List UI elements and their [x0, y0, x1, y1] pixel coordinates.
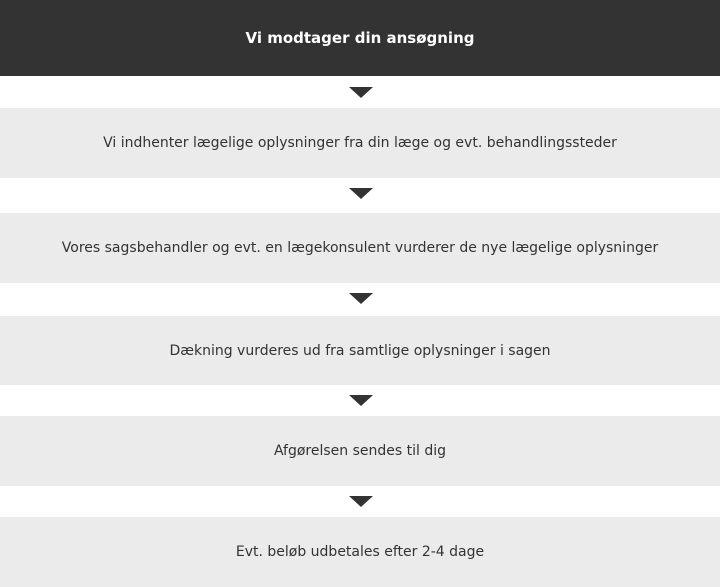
flow-step-1 [0, 0, 720, 76]
down-arrow-icon [349, 395, 373, 406]
flow-step-6 [0, 517, 720, 587]
down-arrow-icon [349, 188, 373, 199]
down-arrow-icon [349, 293, 373, 304]
flow-step-4 [0, 316, 720, 385]
flow-step-label: Dækning vurderes ud fra samtlige oplysninger i sagen [169, 342, 551, 359]
flow-step-3 [0, 213, 720, 283]
flow-step-label: Afgørelsen sendes til dig [273, 443, 447, 459]
flow-step-label: Vi modtager din ansøgning [245, 29, 475, 47]
flow-step-2 [0, 108, 720, 178]
down-arrow-icon [349, 87, 373, 98]
flow-step-label: Evt. beløb udbetales efter 2-4 dage [235, 544, 485, 560]
flow-step-5 [0, 416, 720, 486]
flow-step-label: Vi indhenter lægelige oplysninger fra din læge og evt. behandlingssteder [103, 135, 617, 151]
flow-step-label: Vores sagsbehandler og evt. en lægekonsulent vurderer de nye lægelige oplysninger [61, 240, 659, 256]
down-arrow-icon [349, 496, 373, 507]
